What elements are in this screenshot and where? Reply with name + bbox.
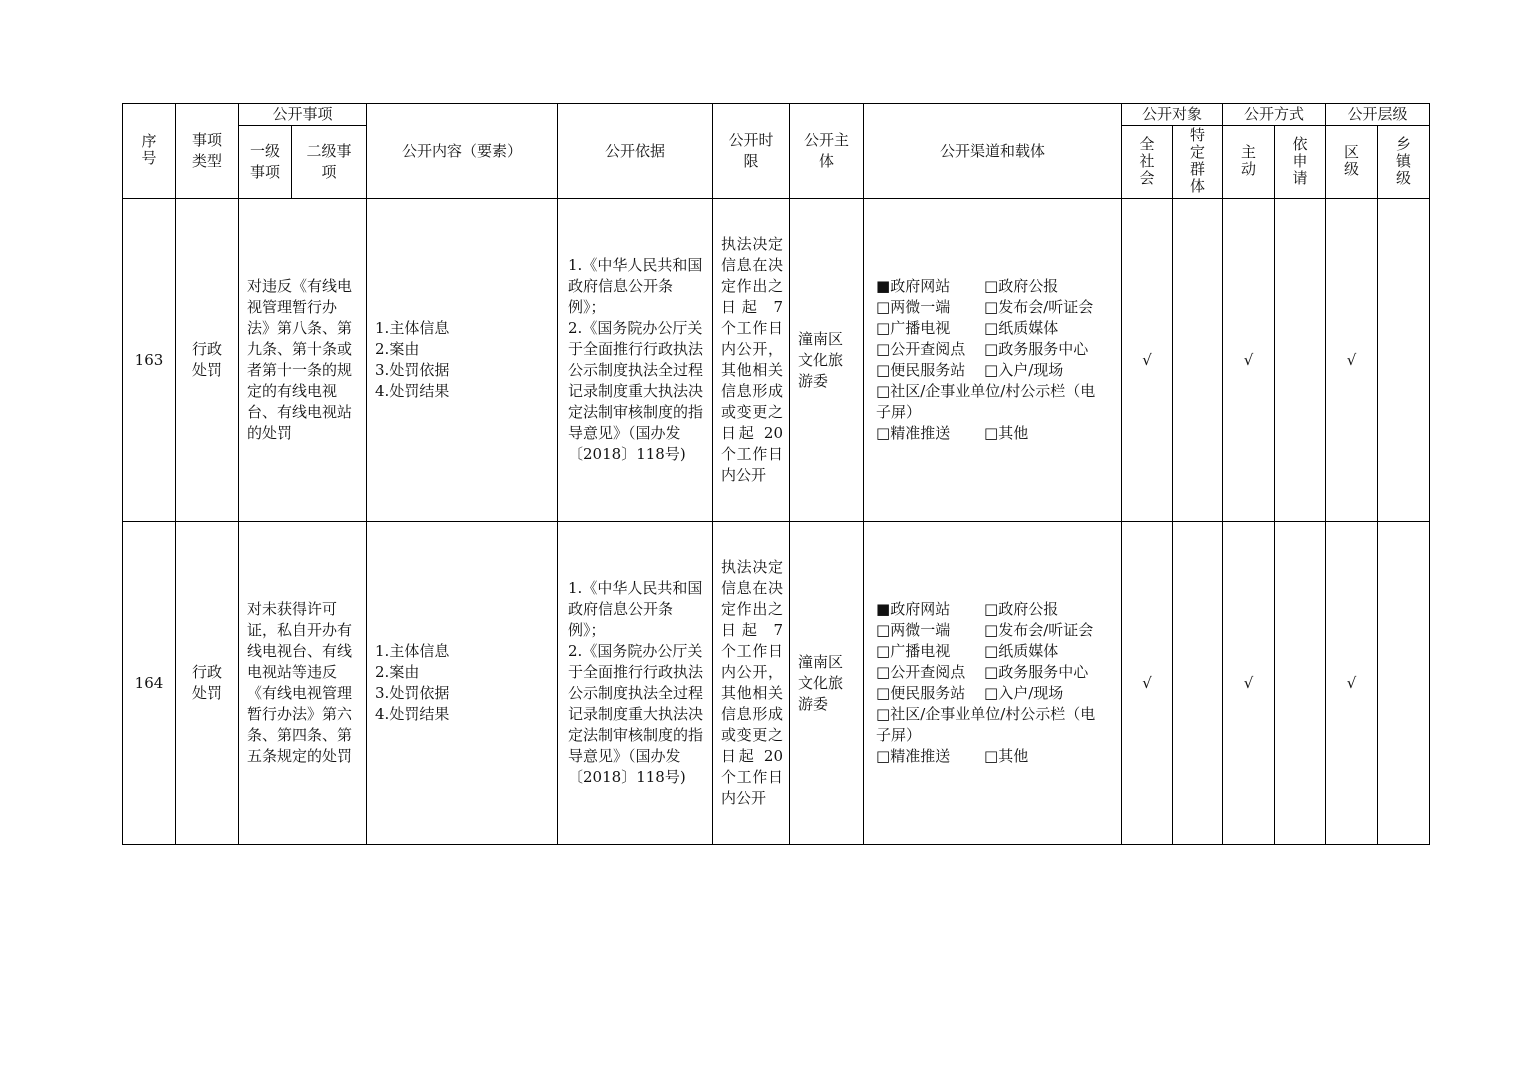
channel-option: □广播电视 (876, 319, 951, 337)
channel-option: □精准推送 (876, 747, 951, 765)
content-line: 3.处罚依据 (375, 684, 450, 702)
header-method-active: 主动 (1223, 126, 1275, 199)
header-subject: 公开主体 (790, 104, 864, 199)
channel-option: □入户/现场 (984, 684, 1064, 702)
content-line: 1.主体信息 (375, 642, 450, 660)
header-time-limit: 公开时限 (713, 104, 790, 199)
channel-option: □社区/企事业单位/村公示栏（电子屏） (876, 705, 1096, 744)
basis-line: 1.《中华人民共和国政府信息公开条例》； (568, 579, 703, 639)
channel-option: □两微一端 (876, 621, 951, 639)
cell-method-active: √ (1223, 522, 1275, 845)
channel-option: □社区/企事业单位/村公示栏（电子屏） (876, 382, 1096, 421)
header-content: 公开内容（要素） (367, 104, 558, 199)
channel-option: ■政府网站 (876, 600, 951, 618)
basis-line: 2.《国务院办公厅关于全面推行行政执法公示制度执法全过程记录制度重大执法决定法制审核制度的指导意见》（国办发〔2018〕118号) (568, 319, 704, 463)
header-level-town: 乡镇级 (1378, 126, 1430, 199)
cell-channels (864, 199, 1122, 522)
cell-target-all: √ (1122, 522, 1173, 845)
disclosure-table (122, 103, 1430, 845)
cell-seq: 163 (123, 199, 176, 522)
cell-level-town (1378, 199, 1430, 522)
content-line: 2.案由 (375, 340, 420, 358)
cell-target-specific (1173, 522, 1223, 845)
cell-time-limit: 执法决定信息在决定作出之日起 7 个工作日内公开，其他相关信息形成或变更之日起 20 个工作日内公开 (713, 199, 790, 522)
header-row-1 (123, 104, 1430, 126)
content-line: 2.案由 (375, 663, 420, 681)
channel-option: □公开查阅点 (876, 663, 966, 681)
channel-option: ■政府网站 (876, 277, 951, 295)
channel-option: □政府公报 (984, 600, 1059, 618)
cell-content (367, 522, 558, 845)
header-method: 公开方式 (1223, 104, 1326, 126)
cell-subject: 潼南区文化旅游委 (790, 199, 864, 522)
header-level-district: 区级 (1326, 126, 1378, 199)
header-basis: 公开依据 (558, 104, 713, 199)
content-line: 1.主体信息 (375, 319, 450, 337)
channel-option: □便民服务站 (876, 684, 966, 702)
channel-option: □发布会/听证会 (984, 298, 1094, 316)
cell-basis (558, 522, 713, 845)
channel-option: □便民服务站 (876, 361, 966, 379)
cell-item: 对违反《有线电视管理暂行办法》第八条、第九条、第十条或者第十一条的规定的有线电视台、有线电视站的处罚 (239, 199, 367, 522)
cell-item: 对未获得许可证，私自开办有线电视台、有线电视站等违反《有线电视管理暂行办法》第六条、第四条、第五条规定的处罚 (239, 522, 367, 845)
header-channels: 公开渠道和载体 (864, 104, 1122, 199)
table-row (123, 199, 1430, 522)
cell-level-district: √ (1326, 199, 1378, 522)
cell-level-district: √ (1326, 522, 1378, 845)
content-line: 4.处罚结果 (375, 705, 450, 723)
header-level1: 一级事项 (239, 126, 292, 199)
cell-type: 行政处罚 (176, 199, 239, 522)
cell-target-specific (1173, 199, 1223, 522)
cell-seq: 164 (123, 522, 176, 845)
table-row (123, 522, 1430, 845)
basis-line: 2.《国务院办公厅关于全面推行行政执法公示制度执法全过程记录制度重大执法决定法制审核制度的指导意见》（国办发〔2018〕118号) (568, 642, 704, 786)
channel-option: □纸质媒体 (984, 642, 1059, 660)
header-public-items: 公开事项 (239, 104, 367, 126)
header-level2: 二级事项 (292, 126, 367, 199)
content-line: 4.处罚结果 (375, 382, 450, 400)
channel-option: □其他 (984, 747, 1029, 765)
basis-line: 1.《中华人民共和国政府信息公开条例》； (568, 256, 703, 316)
cell-content (367, 199, 558, 522)
cell-subject: 潼南区文化旅游委 (790, 522, 864, 845)
cell-method-apply (1275, 522, 1326, 845)
channel-option: □公开查阅点 (876, 340, 966, 358)
cell-target-all: √ (1122, 199, 1173, 522)
channel-option: □纸质媒体 (984, 319, 1059, 337)
content-line: 3.处罚依据 (375, 361, 450, 379)
header-method-apply: 依申请 (1275, 126, 1326, 199)
header-type: 事项类型 (176, 104, 239, 199)
channel-option: □其他 (984, 424, 1029, 442)
channel-option: □政务服务中心 (984, 663, 1089, 681)
header-level: 公开层级 (1326, 104, 1430, 126)
header-target: 公开对象 (1122, 104, 1223, 126)
cell-channels (864, 522, 1122, 845)
header-target-all: 全社会 (1122, 126, 1173, 199)
cell-method-active: √ (1223, 199, 1275, 522)
channel-option: □发布会/听证会 (984, 621, 1094, 639)
header-target-specific: 特定群体 (1173, 126, 1223, 199)
cell-level-town (1378, 522, 1430, 845)
channel-option: □政务服务中心 (984, 340, 1089, 358)
cell-basis (558, 199, 713, 522)
channel-option: □广播电视 (876, 642, 951, 660)
channel-option: □精准推送 (876, 424, 951, 442)
cell-time-limit: 执法决定信息在决定作出之日起 7 个工作日内公开，其他相关信息形成或变更之日起 20 个工作日内公开 (713, 522, 790, 845)
cell-type: 行政处罚 (176, 522, 239, 845)
channel-option: □入户/现场 (984, 361, 1064, 379)
cell-method-apply (1275, 199, 1326, 522)
channel-option: □两微一端 (876, 298, 951, 316)
header-seq: 序号 (123, 104, 176, 199)
channel-option: □政府公报 (984, 277, 1059, 295)
